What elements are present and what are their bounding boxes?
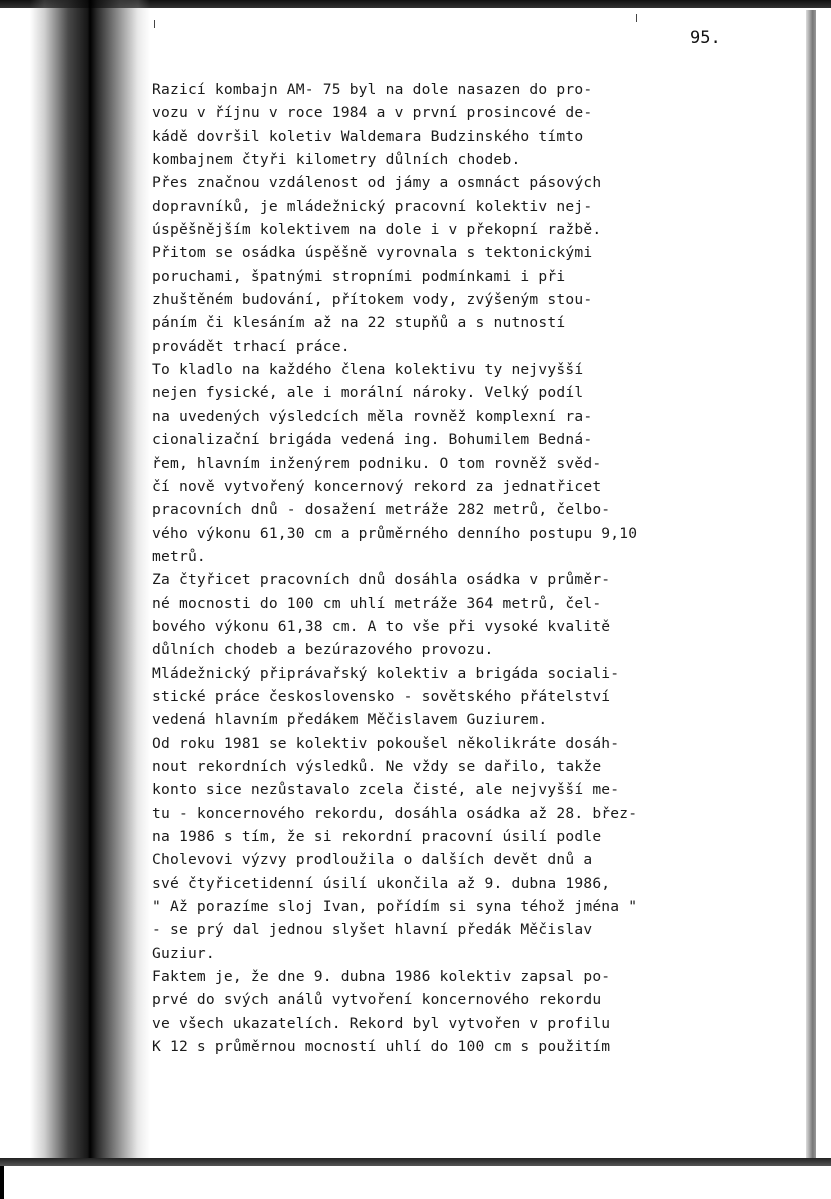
scan-bottom-border — [0, 1158, 831, 1199]
text-line: bového výkonu 61,38 cm. A to vše při vysoké kvalitě — [152, 617, 611, 635]
text-line: důlních chodeb a bezúrazového provozu. — [152, 641, 494, 659]
text-line: konto sice nezůstavalo zcela čisté, ale nejvyšší me- — [152, 781, 620, 799]
text-line: K 12 s průměrnou mocností uhlí do 100 cm s použitím — [152, 1038, 611, 1056]
text-line: Guziur. — [152, 944, 215, 962]
text-line: prvé do svých análů vytvoření koncernového rekordu — [152, 991, 602, 1009]
text-line: na 1986 s tím, že si rekordní pracovní úsilí podle — [152, 828, 602, 845]
text-line: - se prý dal jednou slyšet hlavní předák Měčislav — [152, 921, 593, 939]
text-line: ve všech ukazatelích. Rekord byl vytvořen v profilu — [152, 1014, 611, 1032]
text-line: Za čtyřicet pracovních dnů dosáhla osádka v průměr- — [152, 571, 611, 589]
text-line: Od roku 1981 se kolektiv pokoušel několikráte dosáh- — [152, 734, 620, 752]
text-line: Faktem je, že dne 9. dubna 1986 kolektiv zapsal po- — [152, 968, 611, 986]
text-line: né mocnosti do 100 cm uhlí metráže 364 metrů, čel- — [152, 594, 602, 612]
page-number: 95. — [690, 28, 721, 48]
text-line: Cholevovi výzvy prodloužila o dalších devět dnů a — [152, 851, 593, 869]
text-line: úspěšnějším kolektivem na dole i v překopní ražbě. — [152, 221, 602, 239]
text-line: kádě dovršil koletiv Waldemara Budzinského tímto — [152, 127, 584, 145]
text-line: stické práce československo - sovětského přátelství — [152, 687, 611, 705]
book-gutter-shadow — [30, 0, 150, 1160]
text-line: pracovních dnů - dosažení metráže 282 metrů, čelbo- — [152, 501, 611, 519]
text-line: To kladlo na každého člena kolektivu ty nejvyšší — [152, 361, 584, 379]
text-line: páním či klesáním až na 22 stupňů a s nutností — [152, 314, 566, 332]
stray-mark — [636, 14, 637, 22]
text-line: dopravníků, je mládežnický pracovní kolektiv nej- — [152, 197, 593, 215]
text-line: Mládežnický připrávařský kolektiv a brigáda sociali- — [152, 664, 620, 682]
text-line: Razicí kombajn AM- 75 byl na dole nasazen do pro- — [152, 81, 593, 98]
text-line: cionalizační brigáda vedená ing. Bohumilem Bedná- — [152, 431, 593, 449]
text-line: nout rekordních výsledků. Ne vždy se dařilo, takže — [152, 757, 602, 775]
text-line: vého výkonu 61,30 cm a průměrného denního postupu 9,10 — [152, 524, 638, 542]
text-line: nejen fysické, ale i morální nároky. Velký podíl — [152, 384, 584, 402]
text-line: Přes značnou vzdálenost od jámy a osmnáct pásových — [152, 174, 602, 192]
text-line: " Až porazíme sloj Ivan, pořídím si syna téhož jména " — [152, 898, 638, 916]
text-line: čí nově vytvořený koncernový rekord za jednatřicet — [152, 477, 602, 495]
text-line: řem, hlavním inženýrem podniku. O tom rovněž svěd- — [152, 454, 602, 472]
text-line: kombajnem čtyři kilometry důlních chodeb. — [152, 151, 521, 169]
text-line: provádět trhací práce. — [152, 337, 350, 355]
text-line: vedená hlavním předákem Měčislavem Guziurem. — [152, 711, 548, 729]
text-line: Přitom se osádka úspěšně vyrovnala s tektonickými — [152, 244, 593, 262]
text-line: poruchami, špatnými stropními podmínkami i při — [152, 267, 566, 285]
text-line: své čtyřicetidenní úsilí ukončila až 9. dubna 1986, — [152, 874, 611, 892]
text-line: na uvedených výsledcích měla rovněž komplexní ra- — [152, 407, 593, 425]
text-line: vozu v říjnu v roce 1984 a v první prosincové de- — [152, 104, 593, 122]
page-right-edge — [806, 10, 816, 1158]
text-line: metrů. — [152, 547, 206, 565]
typewritten-text — [152, 78, 752, 1058]
stray-mark — [154, 20, 155, 28]
text-line: zhuštěném budování, přítokem vody, zvýšeným stou- — [152, 291, 593, 309]
text-line: tu - koncernového rekordu, dosáhla osádka až 28. břez- — [152, 804, 638, 822]
